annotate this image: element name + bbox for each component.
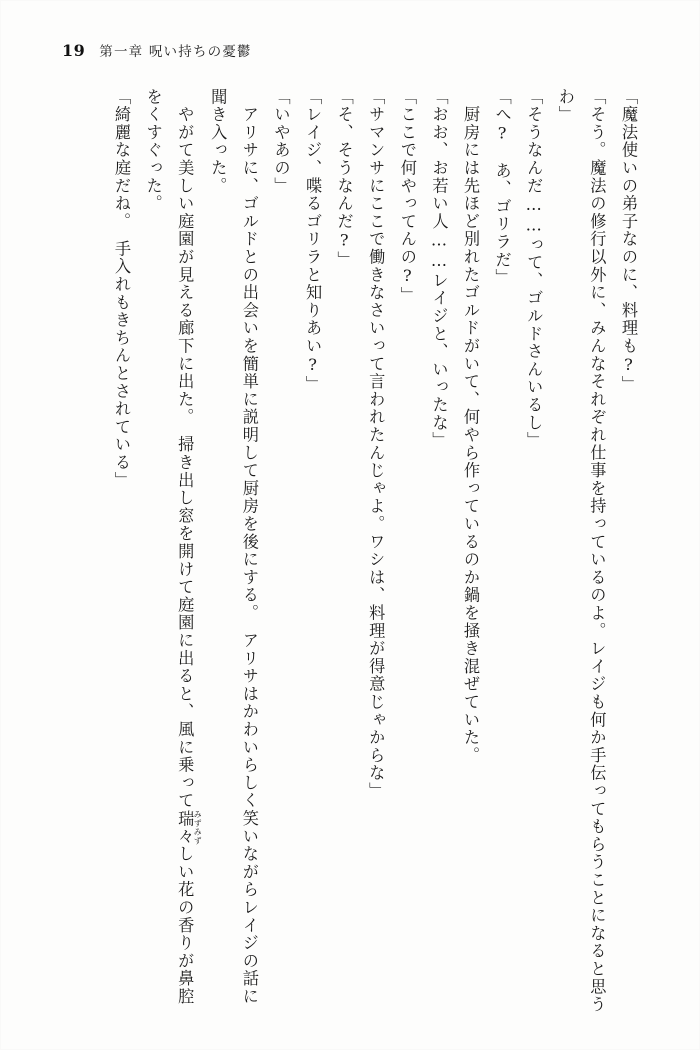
page-number: 19 [62, 41, 86, 60]
chapter-title: 第一章 呪い持ちの憂鬱 [99, 44, 252, 60]
paragraph-dialogue: 「綺麗な庭だね。 手入れもきちんとされている」 [112, 88, 131, 490]
paragraph-dialogue: 「そうなんだ……って、ゴルドさんいるし」 [524, 88, 544, 450]
ruby-base: 瑞々 [175, 809, 195, 846]
paragraph-dialogue: 「魔法使いの弟子なのに、料理も?」 [619, 88, 638, 394]
paragraph-dialogue: 「いやあの」 [271, 88, 291, 195]
paragraph-dialogue: 「ここで何やってんの?」 [397, 88, 417, 305]
paragraph-dialogue: 「サマンサにここで働きなさいって言われたんじゃよ。ワシは、料理が得意じゃからな」 [366, 88, 386, 800]
paragraph-dialogue: 「レイジ、喋るゴリラと知りあい?」 [303, 88, 323, 394]
paragraph-dialogue: 「おお、お若い人……レイジと、いったな」 [429, 88, 449, 450]
page-body [56, 88, 644, 1014]
ruby-group [175, 809, 203, 846]
vertical-text-column [56, 88, 644, 1014]
paragraph-dialogue: 「へ? あ、ゴリラだ」 [492, 88, 512, 287]
paragraph-narration: アリサに、ゴルドとの出会いを簡単に説明して厨房を後にする。 アリサはかわいらしく笑いながらレイジの話に聞き入った。 [208, 88, 259, 1006]
paragraph-narration: 厨房には先ほど別れたゴルドがいて、何やら作っているのか鍋を掻き混ぜていた。 [461, 88, 481, 765]
paragraph-narration-ruby [137, 88, 202, 1014]
paragraph-dialogue: 「そ、そうなんだ?」 [334, 88, 354, 269]
running-header [62, 40, 638, 70]
ruby-annotation: みずみず [193, 809, 203, 846]
paragraph-dialogue: 「そう。魔法の修行以外に、みんなそれぞれ仕事を持っているのよ。レイジも何か手伝ってもらうことになると思うわ」 [555, 88, 607, 1014]
ruby-text-after: しい花の香りが鼻腔をくすぐった。 [143, 88, 195, 1006]
ruby-text-before: やがて美しい庭園が見える廊下に出た。 掃き出し窓を開けて庭園に出ると、風に乗って [175, 88, 195, 810]
